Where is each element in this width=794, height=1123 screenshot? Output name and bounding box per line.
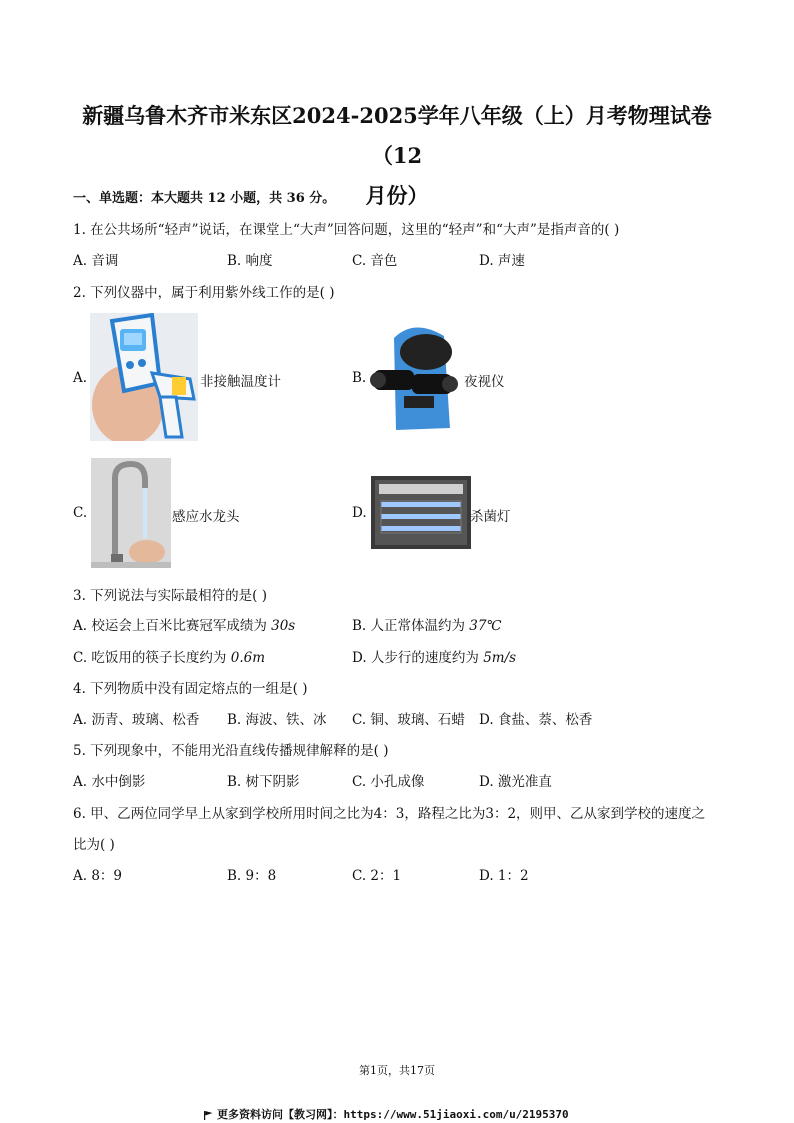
promo-text: 更多资料访问【教习网】：https://www.51jiaoxi.com/u/2195370 <box>217 1108 569 1121</box>
question-6-option-a: A. 8：9 <box>73 868 123 884</box>
question-3-stem: 3. 下列说法与实际最相符的是( ) <box>73 588 267 604</box>
question-2-option-d-label: 杀菌灯 <box>470 509 511 525</box>
question-4-option-c: C. 铜、玻璃、石蜡 <box>352 712 465 728</box>
flag-icon <box>204 1111 213 1120</box>
question-6-stem-line-1: 6. 甲、乙两位同学早上从家到学校所用时间之比为4：3，路程之比为3：2，则甲、乙从家到学校的速度之 <box>73 806 706 822</box>
sensor-faucet-image <box>91 458 171 568</box>
question-5-stem: 5. 下列现象中，不能用光沿直线传播规律解释的是( ) <box>73 743 389 759</box>
page-number: 第1页，共17页 <box>359 1064 435 1077</box>
question-6-stem-line-2: 比为( ) <box>73 837 115 853</box>
question-2-option-b-label: 夜视仪 <box>464 374 505 390</box>
question-1-option-d: D. 声速 <box>479 253 525 269</box>
question-2-option-a-letter: A. <box>73 370 88 386</box>
question-5-option-b: B. 树下阴影 <box>227 774 300 790</box>
question-1-option-b: B. 响度 <box>227 253 273 269</box>
question-2-option-b-letter: B. <box>352 370 367 386</box>
question-1-stem: 1. 在公共场所“轻声”说话，在课堂上“大声”回答问题，这里的“轻声”和“大声”是指声音的( ) <box>73 222 620 238</box>
question-6-option-c: C. 2：1 <box>352 868 402 884</box>
promo-link[interactable] <box>204 1106 569 1122</box>
germicidal-lamp-image <box>371 476 471 549</box>
question-4-stem: 4. 下列物质中没有固定熔点的一组是( ) <box>73 681 308 697</box>
question-3-option-d: D. 人步行的速度约为 5m/s <box>352 650 517 666</box>
thermometer-image <box>90 313 198 441</box>
question-3-option-a: A. 校运会上百米比赛冠军成绩为 30s <box>73 618 296 634</box>
question-5-option-a: A. 水中倒影 <box>73 774 146 790</box>
question-2-option-c-letter: C. <box>73 505 88 521</box>
question-1-option-c: C. 音色 <box>352 253 398 269</box>
question-2-option-a-label: 非接触温度计 <box>200 374 281 390</box>
question-3-option-b: B. 人正常体温约为 37℃ <box>352 618 502 634</box>
question-6-option-d: D. 1：2 <box>479 868 529 884</box>
question-6-option-b: B. 9：8 <box>227 868 277 884</box>
question-2-option-d-letter: D. <box>352 505 367 521</box>
question-2-stem: 2. 下列仪器中，属于利用紫外线工作的是( ) <box>73 285 335 301</box>
night-vision-goggles-image <box>366 318 462 436</box>
title-line-2: 月份） <box>365 183 429 208</box>
question-4-option-b: B. 海波、铁、冰 <box>227 712 327 728</box>
title-line-1: 新疆乌鲁木齐市米东区2024-2025学年八年级（上）月考物理试卷（12 <box>82 103 712 168</box>
question-2-option-c-label: 感应水龙头 <box>172 509 240 525</box>
question-4-option-d: D. 食盐、萘、松香 <box>479 712 593 728</box>
question-1-option-a: A. 音调 <box>73 253 119 269</box>
question-4-option-a: A. 沥青、玻璃、松香 <box>73 712 200 728</box>
question-5-option-c: C. 小孔成像 <box>352 774 425 790</box>
question-5-option-d: D. 激光准直 <box>479 774 552 790</box>
section-heading: 一、单选题：本大题共 12 小题，共 36 分。 <box>73 191 336 206</box>
question-3-option-c: C. 吃饭用的筷子长度约为 0.6m <box>73 650 266 666</box>
